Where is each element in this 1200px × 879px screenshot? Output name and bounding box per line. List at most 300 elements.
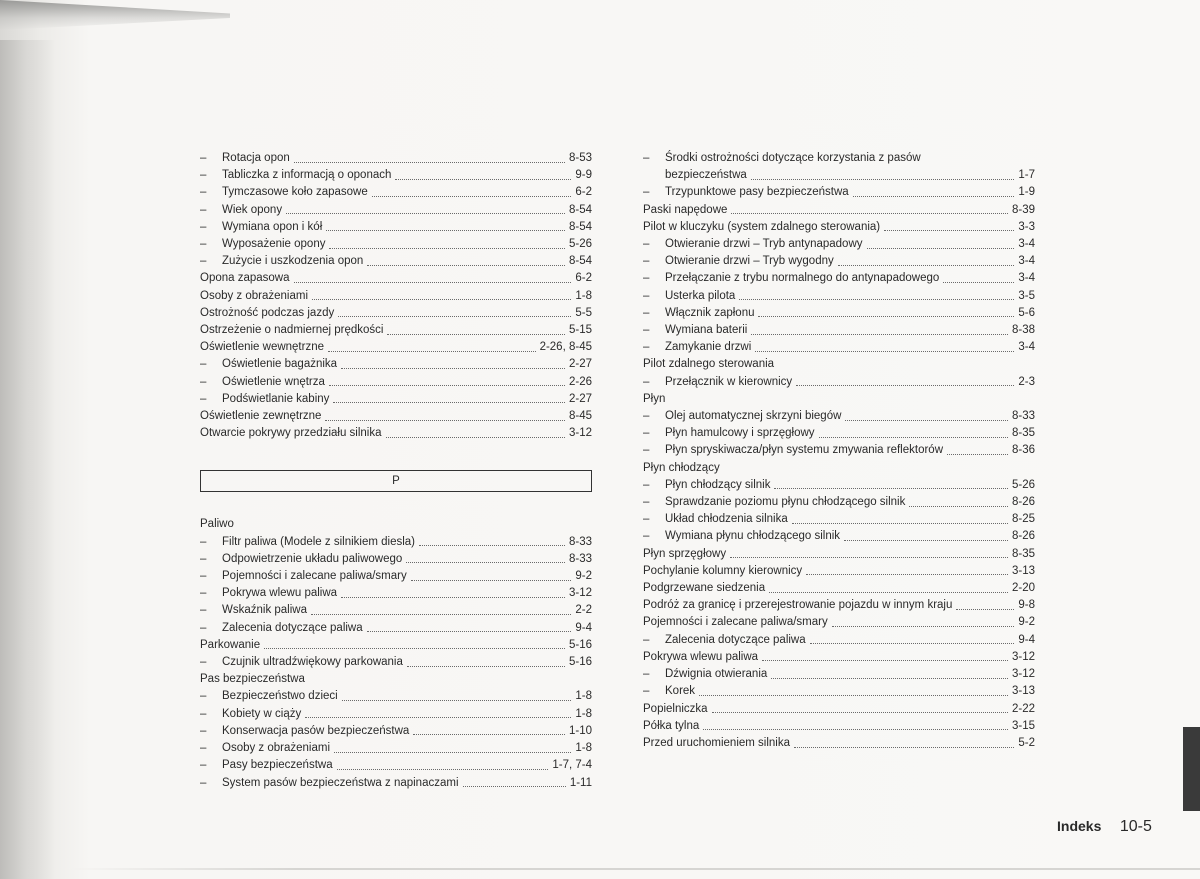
entry-term: Oświetlenie zewnętrzne [200,410,322,423]
entry-page-ref: 1-8 [575,690,592,703]
entry-term: Półka tylna [643,719,700,732]
entry-page-ref: 3-12 [568,587,592,600]
entry-term: Podświetlanie kabiny [222,392,330,405]
entry-page-ref: 3-12 [568,427,592,440]
entry-page-ref: 8-39 [1011,203,1035,216]
subentry-dash: – [200,255,207,268]
index-entries-p-continued [643,150,1035,752]
subentry-dash: – [200,535,207,548]
entry-page-ref: 8-54 [568,203,592,216]
entry-page-ref: 9-8 [1018,599,1035,612]
subentry-dash: – [643,427,650,440]
subentry-dash: – [643,238,650,251]
subentry-dash: – [200,203,207,216]
leader-dots [755,350,1014,352]
leader-dots [328,350,536,352]
leader-dots [731,212,1008,214]
subentry-dash: – [200,587,207,600]
leader-dots [792,522,1008,524]
leader-dots [909,505,1008,507]
index-entry [643,735,1035,752]
index-entry [643,718,1035,735]
index-subentry [643,270,1035,287]
leader-dots [264,647,565,649]
entry-page-ref: 9-2 [1018,616,1035,629]
entry-term: Przed uruchomieniem silnika [643,736,791,749]
entry-page-ref: 1-9 [1018,186,1035,199]
subentry-dash: – [200,724,207,737]
index-subentry [643,683,1035,700]
index-subentry [200,150,592,167]
entry-term: Zużycie i uszkodzenia opon [222,255,364,268]
entry-term: Pilot zdalnego sterowania [643,358,775,371]
entry-page-ref: 1-11 [569,776,592,789]
entry-page-ref: 5-6 [1018,306,1035,319]
leader-dots [386,436,565,438]
entry-page-ref: 8-38 [1011,324,1035,337]
index-subentry [643,511,1035,528]
index-subentry [200,253,592,270]
entry-term: Płyn hamulcowy i sprzęgłowy [665,427,815,440]
entry-page-ref: 1-8 [575,742,592,755]
subentry-dash: – [200,742,207,755]
footer-page-number: 10-5 [1119,818,1152,835]
index-subentry [200,534,592,551]
index-entry [643,391,1035,408]
entry-term: Ostrożność podczas jazdy [200,306,335,319]
entry-term: Korek [665,685,696,698]
index-subentry [200,236,592,253]
entry-term: Zalecenia dotyczące paliwa [222,621,363,634]
index-entry [643,356,1035,373]
leader-dots [943,281,1014,283]
entry-page-ref: 1-8 [575,289,592,302]
subentry-dash: – [200,656,207,669]
index-entries-p [200,516,592,791]
entry-page-ref: 8-25 [1011,513,1035,526]
entry-page-ref: 8-33 [568,535,592,548]
index-subentry [643,666,1035,683]
index-subentry [200,568,592,585]
index-entry [643,580,1035,597]
leader-dots [463,785,566,787]
entry-term: Wiek opony [222,203,283,216]
entry-page-ref: 3-12 [1011,650,1035,663]
leader-dots [751,178,1015,180]
entry-page-ref: 9-4 [575,621,592,634]
entry-page-ref: 5-2 [1018,736,1035,749]
subentry-dash: – [200,152,207,164]
entry-term: Zalecenia dotyczące paliwa [665,633,806,646]
entry-page-ref: 6-2 [575,272,592,285]
leader-dots [367,264,565,266]
entry-term: Wyposażenie opony [222,238,326,251]
leader-dots [325,419,565,421]
subentry-dash: – [200,238,207,251]
index-subentry [200,585,592,602]
entry-page-ref: 6-2 [575,186,592,199]
entry-term: Otwieranie drzwi – Tryb antynapadowy [665,238,863,251]
entry-term: Rotacja opon [222,152,290,164]
leader-dots [867,247,1015,249]
entry-page-ref: 8-53 [568,152,592,164]
leader-dots [342,699,572,701]
entry-page-ref: 2-26, 8-45 [539,341,592,354]
entry-page-ref: 5-16 [568,638,592,651]
index-entry [643,614,1035,631]
entry-page-ref: 3-13 [1011,564,1035,577]
entry-page-ref: 8-45 [568,410,592,423]
leader-dots [395,178,571,180]
entry-page-ref: 2-20 [1011,582,1035,595]
entry-term: Otwieranie drzwi – Tryb wygodny [665,255,834,268]
leader-dots [730,556,1008,558]
entry-term: Podgrzewane siedzenia [643,582,766,595]
entry-term: Paski napędowe [643,203,728,216]
index-subentry [643,528,1035,545]
leader-dots [947,453,1008,455]
index-subentry [200,356,592,373]
index-subentry [643,374,1035,391]
index-subentry [200,723,592,740]
index-subentry [200,620,592,637]
index-entry [643,202,1035,219]
page-bottom-edge [70,868,1200,870]
leader-dots [762,659,1008,661]
subentry-dash: – [643,324,650,337]
leader-dots [294,161,565,163]
leader-dots [956,608,1014,610]
subentry-dash: – [200,690,207,703]
entry-term: Olej automatycznej skrzyni biegów [665,410,842,423]
index-subentry [643,408,1035,425]
subentry-dash: – [643,341,650,354]
leader-dots [774,487,1008,489]
entry-page-ref: 2-3 [1018,375,1035,388]
index-subentry [200,654,592,671]
subentry-dash: – [200,358,207,371]
index-entry [200,339,592,356]
subentry-dash: – [643,444,650,457]
entry-term: Tabliczka z informacją o oponach [222,169,392,182]
leader-dots [406,561,565,563]
subentry-dash: – [643,530,650,543]
index-entries-o [200,150,592,442]
entry-page-ref: 5-26 [1011,478,1035,491]
entry-term: Popielniczka [643,702,708,715]
index-entry [643,701,1035,718]
leader-dots [407,665,565,667]
leader-dots [367,630,572,632]
entry-term: System pasów bezpieczeństwa z napinaczami [222,776,459,789]
index-entry [643,649,1035,666]
index-column-right [643,150,1035,752]
entry-term: Przełącznik w kierownicy [665,375,793,388]
index-entry [200,425,592,442]
index-entry [643,167,1035,184]
index-subentry [643,236,1035,253]
index-column-left [200,150,592,792]
leader-dots [712,711,1008,713]
subentry-dash: – [643,186,650,199]
index-entry [200,516,592,533]
entry-page-ref: 3-4 [1018,272,1035,285]
entry-page-ref: 2-26 [568,375,592,388]
index-subentry [643,339,1035,356]
entry-term: Odpowietrzenie układu paliwowego [222,552,403,565]
index-entry [643,597,1035,614]
index-subentry [643,632,1035,649]
leader-dots [419,544,565,546]
entry-page-ref: 2-2 [575,604,592,617]
subentry-dash: – [643,272,650,285]
entry-page-ref: 1-10 [568,724,592,737]
entry-term: Konserwacja pasów bezpieczeństwa [222,724,410,737]
entry-page-ref: 8-35 [1011,427,1035,440]
subentry-dash: – [643,478,650,491]
entry-page-ref: 3-12 [1011,668,1035,681]
entry-term: Podróż za granicę i przerejestrowanie pojazdu w innym kraju [643,599,953,612]
index-subentry [643,150,1035,167]
subentry-dash: – [200,570,207,583]
entry-page-ref: 3-3 [1018,220,1035,233]
entry-page-ref: 9-2 [575,570,592,583]
subentry-dash: – [200,552,207,565]
leader-dots [311,613,571,615]
leader-dots [411,579,572,581]
index-subentry [643,477,1035,494]
index-subentry [643,322,1035,339]
index-entry [200,288,592,305]
entry-page-ref: 9-9 [575,169,592,182]
entry-term: Trzypunktowe pasy bezpieczeństwa [665,186,849,199]
leader-dots [739,298,1014,300]
entry-term: Wymiana płynu chłodzącego silnik [665,530,841,543]
leader-dots [884,229,1014,231]
index-entry [643,460,1035,477]
entry-term: Bezpieczeństwo dzieci [222,690,338,703]
subentry-dash: – [643,668,650,681]
entry-page-ref: 2-22 [1011,702,1035,715]
entry-term: Ostrzeżenie o nadmiernej prędkości [200,324,384,337]
index-entry [200,270,592,287]
entry-page-ref: 8-54 [568,220,592,233]
index-entry [643,546,1035,563]
index-entry [200,305,592,322]
entry-term: Wskaźnik paliwa [222,604,307,617]
leader-dots [337,768,549,770]
leader-dots [703,728,1008,730]
entry-page-ref: 2-27 [568,392,592,405]
entry-term: Filtr paliwa (Modele z silnikiem diesla) [222,535,416,548]
leader-dots [329,247,565,249]
subentry-dash: – [200,776,207,789]
index-entry [200,637,592,654]
entry-page-ref: 3-15 [1011,719,1035,732]
entry-page-ref: 8-35 [1011,547,1035,560]
index-entry [643,563,1035,580]
entry-term: Płyn spryskiwacza/płyn systemu zmywania reflektorów [665,444,944,457]
subentry-dash: – [643,496,650,509]
subentry-dash: – [643,410,650,423]
page-binding-shadow [0,40,55,879]
subentry-dash: – [643,633,650,646]
subentry-dash: – [643,306,650,319]
entry-term: Przełączanie z trybu normalnego do antynapadowego [665,272,940,285]
leader-dots [751,333,1008,335]
leader-dots [338,315,571,317]
leader-dots [845,419,1008,421]
entry-page-ref: 8-26 [1011,496,1035,509]
leader-dots [294,281,572,283]
subentry-dash: – [200,169,207,182]
leader-dots [794,746,1014,748]
entry-term: Tymczasowe koło zapasowe [222,186,368,199]
page-footer [1057,818,1152,836]
subentry-dash: – [200,186,207,199]
entry-page-ref: 3-4 [1018,341,1035,354]
leader-dots [758,315,1014,317]
index-subentry [200,740,592,757]
subentry-dash: – [200,621,207,634]
leader-dots [819,436,1008,438]
index-subentry [200,688,592,705]
entry-term: Pasy bezpieczeństwa [222,759,333,772]
leader-dots [810,642,1015,644]
subentry-dash: – [200,759,207,772]
page-edge-shadow-top [0,0,230,30]
entry-page-ref: 2-27 [568,358,592,371]
leader-dots [305,716,571,718]
subentry-dash: – [643,289,650,302]
entry-page-ref: 3-13 [1011,685,1035,698]
entry-term: Osoby z obrażeniami [200,289,309,302]
index-subentry [200,374,592,391]
entry-term: Oświetlenie wewnętrzne [200,341,325,354]
leader-dots [838,264,1015,266]
entry-page-ref: 8-33 [568,552,592,565]
index-subentry [200,219,592,236]
entry-term: Sprawdzanie poziomu płynu chłodzącego silnik [665,496,906,509]
entry-page-ref: 8-36 [1011,444,1035,457]
entry-term: Czujnik ultradźwiękowy parkowania [222,656,403,669]
entry-page-ref: 3-5 [1018,289,1035,302]
index-entry [200,671,592,688]
entry-term: Pochylanie kolumny kierownicy [643,564,803,577]
entry-page-ref: 5-16 [568,656,592,669]
entry-page-ref: 8-33 [1011,410,1035,423]
entry-term: Paliwo [200,518,234,531]
subentry-dash: – [200,707,207,720]
index-subentry [643,494,1035,511]
index-subentry [643,253,1035,270]
section-letter-box: P [200,470,592,492]
subentry-dash: – [643,375,650,388]
entry-term: Włącznik zapłonu [665,306,755,319]
leader-dots [853,195,1015,197]
leader-dots [832,625,1015,627]
entry-term: Pas bezpieczeństwa [200,673,305,686]
leader-dots [796,384,1014,386]
entry-term: Płyn sprzęgłowy [643,547,727,560]
entry-term: Opona zapasowa [200,272,290,285]
subentry-dash: – [643,513,650,526]
entry-page-ref: 5-5 [575,306,592,319]
entry-page-ref: 8-54 [568,255,592,268]
entry-page-ref: 3-4 [1018,238,1035,251]
entry-term: Układ chłodzenia silnika [665,513,788,526]
leader-dots [844,539,1008,541]
leader-dots [413,733,565,735]
entry-term: Płyn chłodzący silnik [665,478,771,491]
entry-page-ref: 1-8 [575,707,592,720]
index-subentry [643,442,1035,459]
leader-dots [333,401,565,403]
index-subentry [200,551,592,568]
subentry-dash: – [200,604,207,617]
index-subentry [200,184,592,201]
entry-term: Oświetlenie bagażnika [222,358,338,371]
index-entry [200,322,592,339]
chapter-thumb-tab [1183,727,1200,811]
entry-page-ref: 1-7 [1018,169,1035,182]
entry-term: Środki ostrożności dotyczące korzystania z pasów [665,152,921,164]
leader-dots [771,677,1008,679]
index-entry [200,408,592,425]
leader-dots [699,694,1008,696]
entry-term: Pojemności i zalecane paliwa/smary [222,570,407,583]
leader-dots [341,367,565,369]
entry-term: Wymiana opon i kół [222,220,323,233]
entry-term: Osoby z obrażeniami [222,742,331,755]
leader-dots [334,751,571,753]
index-subentry [643,184,1035,201]
entry-page-ref: 1-7, 7-4 [552,759,592,772]
leader-dots [329,384,565,386]
index-subentry [200,167,592,184]
entry-term: Oświetlenie wnętrza [222,375,325,388]
index-subentry [200,602,592,619]
index-subentry [200,775,592,792]
leader-dots [387,333,565,335]
entry-term: Dźwignia otwierania [665,668,768,681]
entry-term: Otwarcie pokrywy przedziału silnika [200,427,382,440]
footer-section-title: Indeks [1057,818,1102,834]
entry-page-ref: 3-4 [1018,255,1035,268]
index-subentry [200,757,592,774]
leader-dots [326,229,565,231]
entry-term: bezpieczeństwa [665,169,747,182]
entry-term: Kobiety w ciąży [222,707,302,720]
leader-dots [286,212,565,214]
entry-page-ref: 9-4 [1018,633,1035,646]
leader-dots [806,573,1008,575]
entry-term: Pojemności i zalecane paliwa/smary [643,616,828,629]
entry-term: Wymiana baterii [665,324,748,337]
subentry-dash: – [643,152,650,164]
entry-term: Płyn chłodzący [643,461,720,474]
leader-dots [769,591,1008,593]
entry-term: Zamykanie drzwi [665,341,752,354]
entry-term: Pilot w kluczyku (system zdalnego sterowania) [643,220,881,233]
entry-page-ref: 5-26 [568,238,592,251]
leader-dots [312,298,571,300]
index-subentry [200,202,592,219]
leader-dots [341,596,565,598]
entry-term: Usterka pilota [665,289,736,302]
index-subentry [643,305,1035,322]
leader-dots [372,195,572,197]
